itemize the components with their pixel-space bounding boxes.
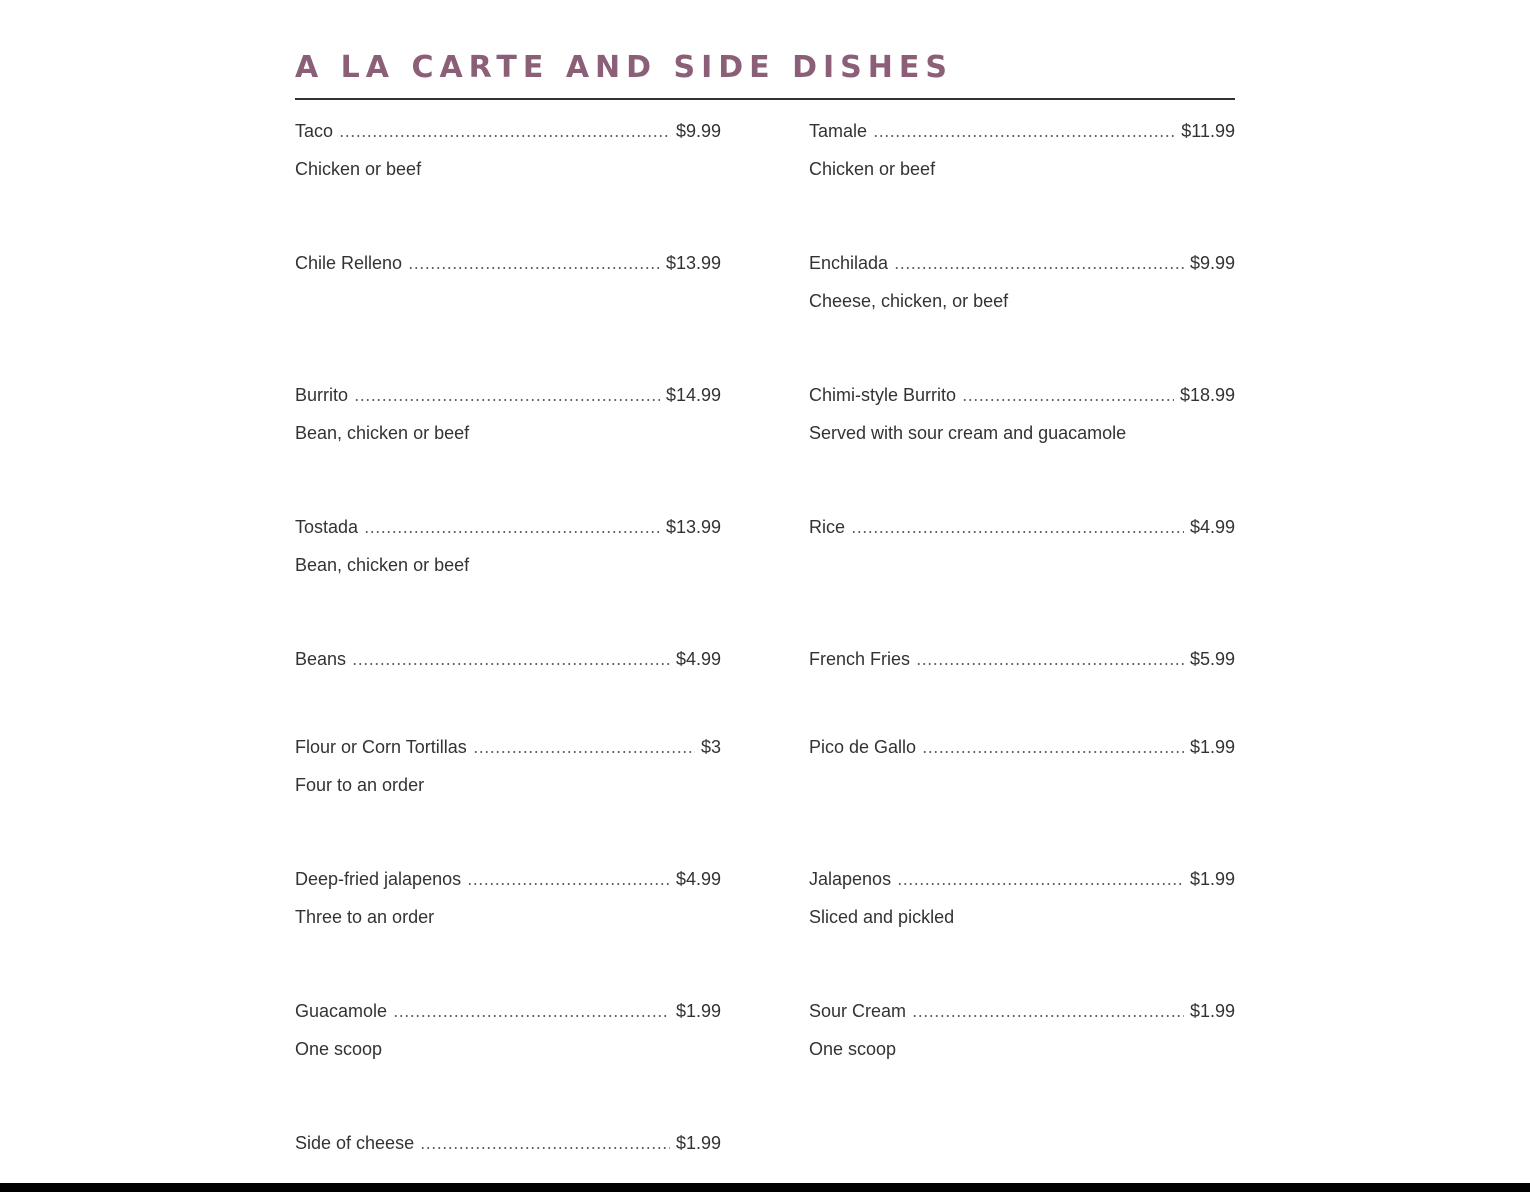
item-description: Chicken or beef xyxy=(295,159,422,179)
dot-leader xyxy=(916,662,1184,666)
menu-item-guacamole xyxy=(295,999,721,1061)
dot-leader xyxy=(420,1146,670,1150)
item-price: $9.99 xyxy=(1189,253,1235,273)
item-price: $9.99 xyxy=(675,121,721,141)
menu-item-beans xyxy=(295,647,721,671)
item-price: $1.99 xyxy=(1189,1001,1235,1021)
item-name: Deep-fried jalapenos xyxy=(295,869,462,889)
item-name: Tamale xyxy=(809,121,868,141)
menu-item-deep-fried-jalapenos xyxy=(295,867,721,929)
item-name: Flour or Corn Tortillas xyxy=(295,737,467,757)
dot-leader xyxy=(873,134,1175,138)
menu-item-tostada xyxy=(295,515,721,577)
menu-item-taco xyxy=(295,119,721,181)
item-name: Enchilada xyxy=(809,253,889,273)
item-name: Sour Cream xyxy=(809,1001,907,1021)
item-name: Chimi-style Burrito xyxy=(809,385,957,405)
item-price: $11.99 xyxy=(1181,121,1235,141)
dot-leader xyxy=(473,750,695,754)
menu-item-burrito xyxy=(295,383,721,445)
item-price: $4.99 xyxy=(1189,517,1235,537)
item-price: $13.99 xyxy=(665,253,721,273)
title-divider xyxy=(295,98,1235,100)
item-description: Three to an order xyxy=(295,907,435,927)
item-description: Sliced and pickled xyxy=(809,907,955,927)
item-price: $13.99 xyxy=(665,517,721,537)
menu-item-sour-cream xyxy=(809,999,1235,1061)
menu-item-tamale xyxy=(809,119,1235,181)
dot-leader xyxy=(912,1014,1184,1018)
menu-item-chimi-style-burrito xyxy=(809,383,1235,445)
item-name: Rice xyxy=(809,517,846,537)
item-description: Cheese, chicken, or beef xyxy=(809,291,1009,311)
item-price: $1.99 xyxy=(675,1001,721,1021)
item-description: One scoop xyxy=(809,1039,897,1059)
item-name: Pico de Gallo xyxy=(809,737,917,757)
item-name: Chile Relleno xyxy=(295,253,403,273)
item-price: $1.99 xyxy=(1189,869,1235,889)
item-price: $1.99 xyxy=(675,1133,721,1153)
item-description: Chicken or beef xyxy=(809,159,936,179)
item-name: Guacamole xyxy=(295,1001,388,1021)
dot-leader xyxy=(962,398,1174,402)
menu-item-jalapenos xyxy=(809,867,1235,929)
menu-item-rice xyxy=(809,515,1235,539)
item-name: Taco xyxy=(295,121,334,141)
menu-item-chile-relleno xyxy=(295,251,721,275)
menu-item-enchilada xyxy=(809,251,1235,313)
item-name: Jalapenos xyxy=(809,869,892,889)
item-name: Burrito xyxy=(295,385,349,405)
dot-leader xyxy=(339,134,670,138)
dot-leader xyxy=(467,882,670,886)
item-name: French Fries xyxy=(809,649,911,669)
item-price: $14.99 xyxy=(665,385,721,405)
item-price: $18.99 xyxy=(1179,385,1235,405)
item-description: Served with sour cream and guacamole xyxy=(809,423,1127,443)
menu-item-pico-de-gallo xyxy=(809,735,1235,759)
item-price: $3 xyxy=(700,737,721,757)
dot-leader xyxy=(922,750,1184,754)
item-price: $1.99 xyxy=(1189,737,1235,757)
menu-item-tortillas xyxy=(295,735,721,797)
bottom-bar xyxy=(0,1183,1530,1192)
menu-item-side-of-cheese xyxy=(295,1131,721,1155)
item-name: Beans xyxy=(295,649,347,669)
item-name: Tostada xyxy=(295,517,359,537)
dot-leader xyxy=(408,266,660,270)
dot-leader xyxy=(352,662,670,666)
item-price: $4.99 xyxy=(675,649,721,669)
item-description: Bean, chicken or beef xyxy=(295,555,470,575)
item-description: One scoop xyxy=(295,1039,383,1059)
item-description: Bean, chicken or beef xyxy=(295,423,470,443)
dot-leader xyxy=(364,530,660,534)
item-price: $4.99 xyxy=(675,869,721,889)
dot-leader xyxy=(354,398,660,402)
menu-item-french-fries xyxy=(809,647,1235,671)
dot-leader xyxy=(897,882,1184,886)
dot-leader xyxy=(894,266,1184,270)
item-price: $5.99 xyxy=(1189,649,1235,669)
item-name: Side of cheese xyxy=(295,1133,415,1153)
item-description: Four to an order xyxy=(295,775,425,795)
dot-leader xyxy=(393,1014,670,1018)
section-title: A LA CARTE AND SIDE DISHES xyxy=(295,50,953,85)
dot-leader xyxy=(851,530,1184,534)
